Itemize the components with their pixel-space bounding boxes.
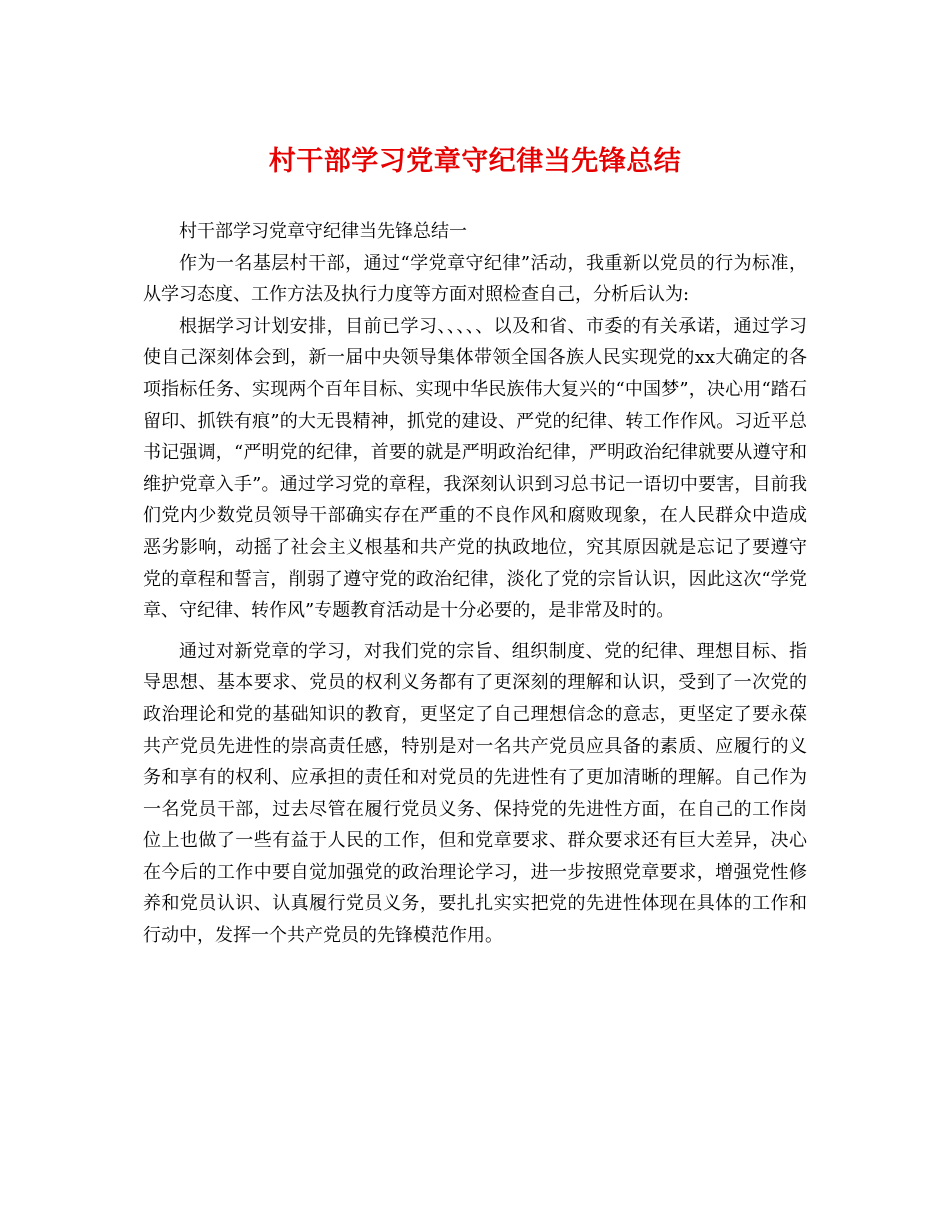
document-body <box>143 216 807 952</box>
subtitle-paragraph: 村干部学习党章守纪律当先锋总结一 <box>179 221 467 242</box>
document-title: 村干部学习党章守纪律当先锋总结 <box>268 146 682 177</box>
body-paragraph-intro: 作为一名基层村干部，通过“学党章守纪律”活动，我重新以党员的行为标准，从学习态度、工作方法及执行力度等方面对照检查自己，分析后认为: <box>143 252 807 306</box>
body-paragraph-study: 根据学习计划安排，目前已学习、、、、、以及和省、市委的有关承诺，通过学习使自己深刻体会到，新一届中央领导集体带领全国各族人民实现党的xx大确定的各项指标任务、实现两个百年目标、实现中华民族伟大复兴的“中国梦”，决心用“踏石留印、抓铁有痕”的大无畏精神，抓党的建设、严党的纪律、转工作作风。习近平总书记强调，“严明党的纪律，首要的就是严明政治纪律，严明政治纪律就要从遵守和维护党章入手”。通过学习党的章程，我深刻认识到习总书记一语切中要害，目前我们党内少数党员领导干部确实存在严重的不良作风和腐败现象，在人民群众中造成恶劣影响，动摇了社会主义根基和共产党的执政地位，究其原因就是忘记了要遵守党的章程和誓言，削弱了遵守党的政治纪律，淡化了党的宗旨认识，因此这次“学党章、守纪律、转作风”专题教育活动是十分必要的，是非常及时的。 <box>143 315 807 622</box>
body-paragraph-reflection: 通过对新党章的学习，对我们党的宗旨、组织制度、党的纪律、理想目标、指导思想、基本要求、党员的权利义务都有了更深刻的理解和认识，受到了一次党的政治理论和党的基础知识的教育，更坚定了自己理想信念的意志，更坚定了要永葆共产党员先进性的崇高责任感，特别是对一名共产党员应具备的素质、应履行的义务和享有的权利、应承担的责任和对党员的先进性有了更加清晰的理解。自己作为一名党员干部，过去尽管在履行党员义务、保持党的先进性方面，在自己的工作岗位上也做了一些有益于人民的工作，但和党章要求、群众要求还有巨大差异，决心在今后的工作中要自觉加强党的政治理论学习，进一步按照党章要求，增强党性修养和党员认识、认真履行党员义务，要扎扎实实把党的先进性体现在具体的工作和行动中，发挥一个共产党员的先锋模范作用。 <box>143 640 807 947</box>
